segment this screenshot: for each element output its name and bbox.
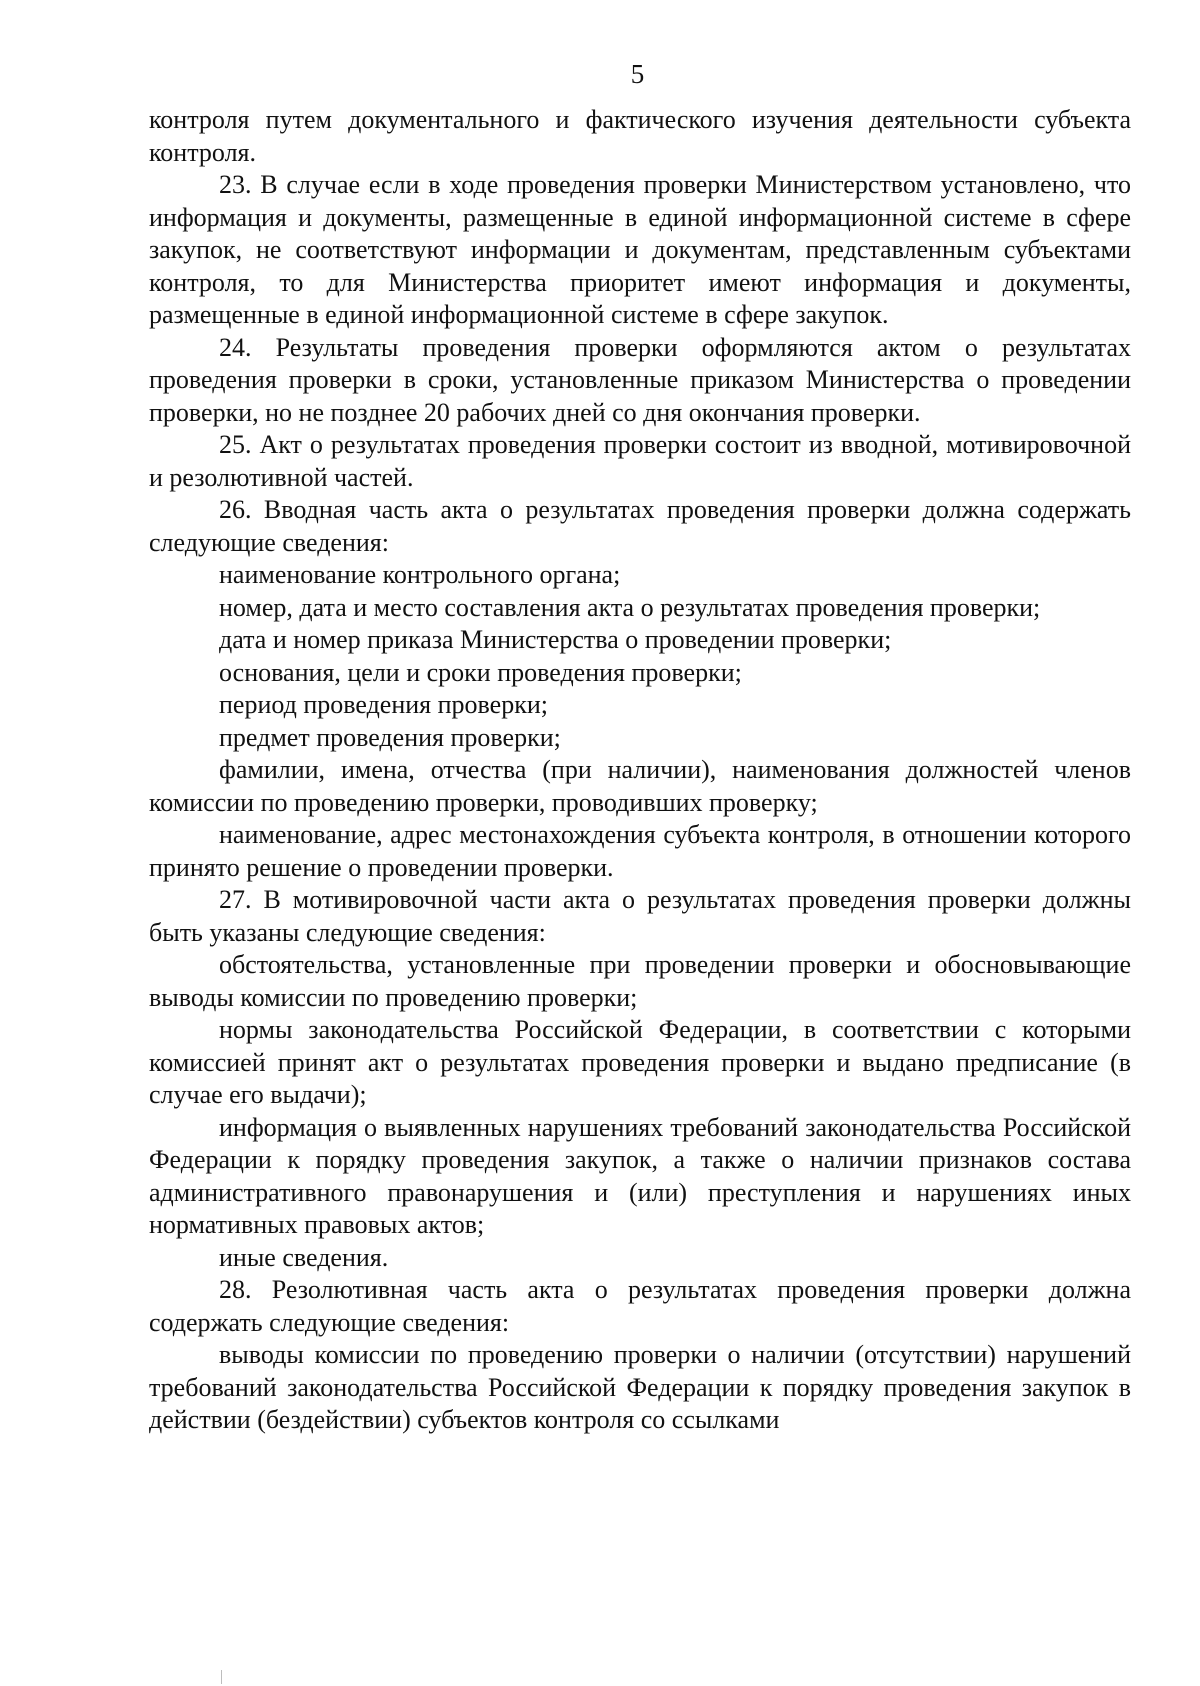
list-item: наименование контрольного органа; bbox=[219, 560, 621, 589]
list-item: период проведения проверки; bbox=[219, 690, 548, 719]
list-item: информация о выявленных нарушениях требований законодательства Российской Федерации к порядку проведения закупок, а также о наличии признаков состава административного правонарушения и (или) преступления и нарушениях иных нормативных правовых актов; bbox=[149, 1112, 1131, 1239]
list-item: номер, дата и место составления акта о результатах проведения проверки; bbox=[219, 592, 1041, 622]
paragraph-continuation: контроля путем документального и фактического изучения деятельности субъекта контроля. bbox=[149, 105, 1131, 167]
paragraph-23: 23. В случае если в ходе проведения проверки Министерством установлено, что информация и документы, размещенные в единой информационной системе в сфере закупок, не соответствуют информации и документам, представленным субъектами контроля, то для Министерства приоритет имеют информация и документы, размещенные в единой информационной системе в сфере закупок. bbox=[149, 170, 1131, 329]
page-number: 5 bbox=[630, 59, 645, 89]
list-item: фамилии, имена, отчества (при наличии), наименования должностей членов комиссии по проведению проверки, проводивших проверку; bbox=[149, 755, 1131, 817]
document-body bbox=[149, 104, 1131, 1437]
list-item: наименование, адрес местонахождения субъекта контроля, в отношении которого принято решение о проведении проверки. bbox=[149, 820, 1131, 882]
list-item: выводы комиссии по проведению проверки о наличии (отсутствии) нарушений требований законодательства Российской Федерации к порядку проведения закупок в действии (бездействии) субъектов контроля со ссылками bbox=[149, 1340, 1131, 1434]
scan-mark bbox=[221, 1670, 222, 1684]
list-item: предмет проведения проверки; bbox=[219, 722, 561, 752]
paragraph-24: 24. Результаты проведения проверки оформляются актом о результатах проведения проверки в сроки, установленные приказом Министерства о проведении проверки, но не позднее 20 рабочих дней со дня окончания проверки. bbox=[149, 332, 1131, 427]
paragraph-25: 25. Акт о результатах проведения проверки состоит из вводной, мотивировочной и резолютивной частей. bbox=[149, 430, 1131, 492]
list-item: основания, цели и сроки проведения проверки; bbox=[219, 657, 742, 687]
paragraph-26: 26. Вводная часть акта о результатах проведения проверки должна содержать следующие сведения: bbox=[149, 495, 1131, 557]
paragraph-28: 28. Резолютивная часть акта о результатах проведения проверки должна содержать следующие сведения: bbox=[149, 1275, 1131, 1337]
list-item: иные сведения. bbox=[219, 1242, 389, 1272]
paragraph-27: 27. В мотивировочной части акта о результатах проведения проверки должны быть указаны следующие сведения: bbox=[149, 885, 1131, 947]
list-item: нормы законодательства Российской Федерации, в соответствии с которыми комиссией принят акт о результатах проведения проверки и выдано предписание (в случае его выдачи); bbox=[149, 1015, 1131, 1109]
list-item: обстоятельства, установленные при проведении проверки и обосновывающие выводы комиссии по проведению проверки; bbox=[149, 950, 1131, 1012]
list-item: дата и номер приказа Министерства о проведении проверки; bbox=[219, 625, 892, 654]
